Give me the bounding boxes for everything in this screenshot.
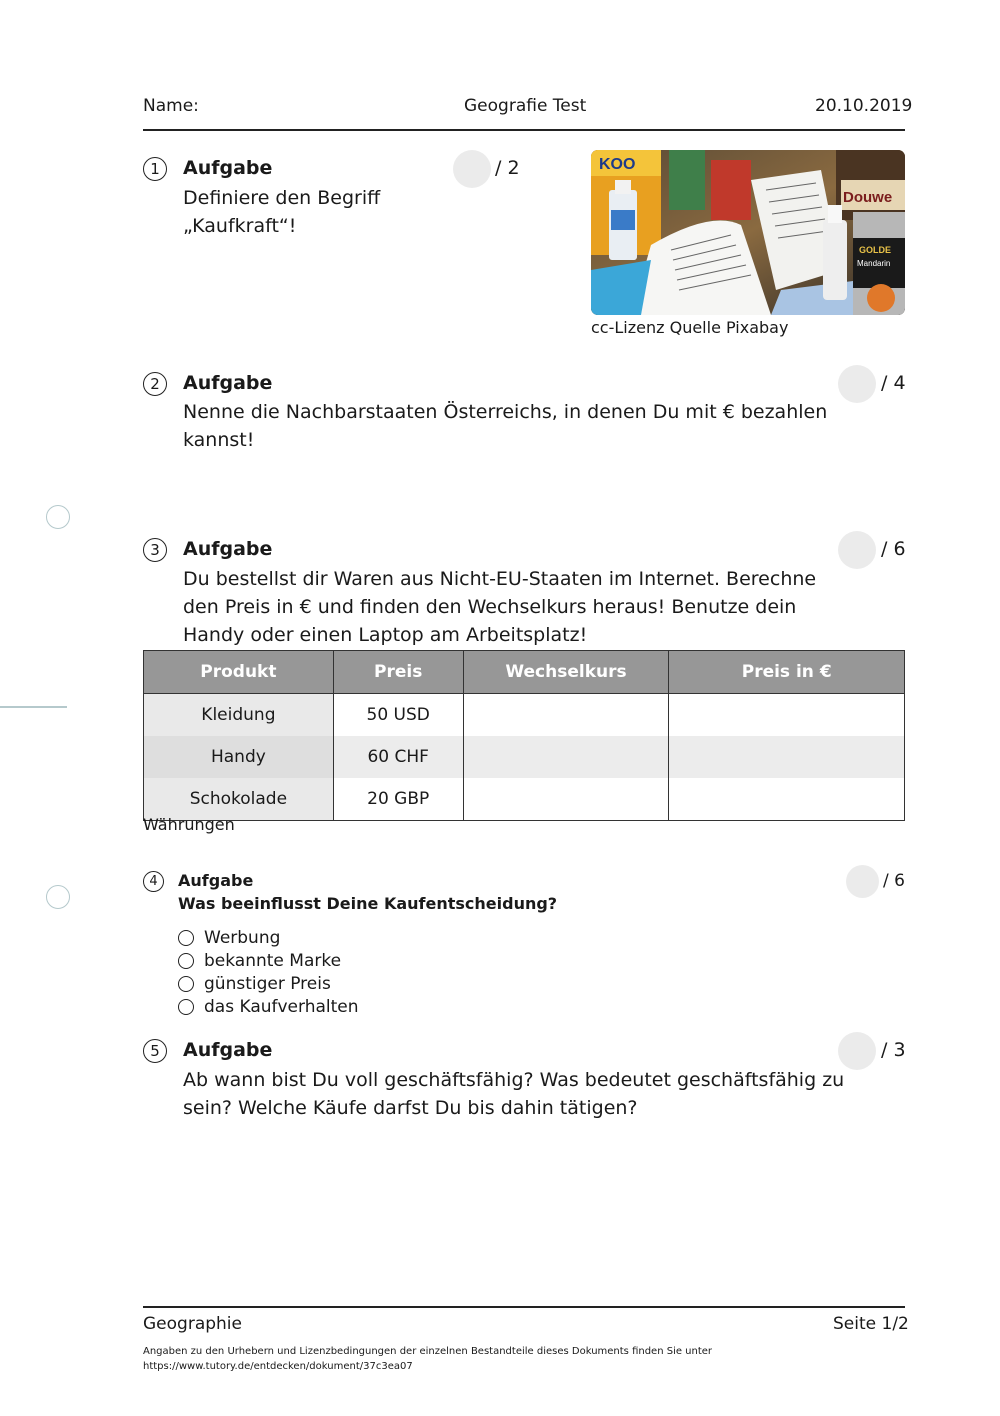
- task-text: Du bestellst dir Waren aus Nicht-EU-Staaten im Internet. Berechne den Preis in € und finden den Wechselkurs heraus! Benutze dein Handy oder einen Laptop am Arbeitsplatz!: [183, 568, 817, 646]
- option-werbung[interactable]: [178, 926, 280, 949]
- column-header: Preis: [333, 651, 463, 694]
- receipt-illustration: [591, 150, 905, 315]
- max-points: / 3: [881, 1039, 906, 1061]
- max-points: / 2: [495, 157, 520, 179]
- fold-mark: [0, 706, 67, 708]
- product-cell: Kleidung: [144, 694, 334, 737]
- task-title: Aufgabe: [183, 372, 273, 394]
- option-label: bekannte Marke: [204, 950, 342, 971]
- task-title: Aufgabe: [178, 871, 254, 890]
- table-caption: Währungen: [143, 815, 235, 834]
- footer-rule: [143, 1306, 905, 1308]
- score-field[interactable]: [846, 865, 879, 898]
- price-eur-cell[interactable]: [669, 694, 905, 737]
- column-header: Wechselkurs: [463, 651, 669, 694]
- option-bekannte-marke[interactable]: [178, 949, 341, 972]
- column-header: Produkt: [144, 651, 334, 694]
- task-question: Was beeinflusst Deine Kaufentscheidung?: [178, 894, 558, 913]
- price-eur-cell[interactable]: [669, 778, 905, 821]
- exchange-rate-cell[interactable]: [463, 736, 669, 778]
- max-points: / 6: [881, 538, 906, 560]
- product-cell: Handy: [144, 736, 334, 778]
- score-field[interactable]: [838, 1032, 876, 1070]
- task-text: Ab wann bist Du voll geschäftsfähig? Was bedeutet geschäftsfähig zu sein? Welche Käufe darfst Du bis dahin tätigen?: [183, 1069, 845, 1119]
- task-text: Definiere den Begriff „Kaufkraft“!: [183, 187, 381, 237]
- tin-label: GOLDE: [859, 245, 892, 255]
- price-cell: 50 USD: [333, 694, 463, 737]
- image-caption: cc-Lizenz Quelle Pixabay: [591, 318, 789, 337]
- radio-circle-icon[interactable]: [178, 953, 194, 969]
- task-number: 1: [143, 157, 167, 181]
- radio-circle-icon[interactable]: [178, 976, 194, 992]
- task-text: Nenne die Nachbarstaaten Österreichs, in denen Du mit € bezahlen kannst!: [183, 401, 828, 451]
- license-note: Angaben zu den Urhebern und Lizenzbedingungen der einzelnen Bestandteile dieses Dokuments finden Sie unter https://www.tutory.de/entdecken/dokument/37c3ea07: [143, 1344, 843, 1374]
- punch-hole-mark: [46, 505, 70, 529]
- price-cell: 60 CHF: [333, 736, 463, 778]
- task-number: 3: [143, 538, 167, 562]
- task-number: 5: [143, 1039, 167, 1063]
- exchange-rate-table: [143, 650, 905, 821]
- task-title: Aufgabe: [183, 157, 273, 179]
- jar-label: Douwe: [843, 189, 893, 206]
- option-kaufverhalten[interactable]: [178, 995, 359, 1018]
- product-cell: Schokolade: [144, 778, 334, 821]
- exchange-rate-cell[interactable]: [463, 694, 669, 737]
- option-label: günstiger Preis: [204, 973, 331, 994]
- name-label: Name:: [143, 96, 199, 116]
- score-field[interactable]: [838, 531, 876, 569]
- task-title: Aufgabe: [183, 1039, 273, 1061]
- table-row: [144, 736, 905, 778]
- price-cell: 20 GBP: [333, 778, 463, 821]
- can-label: KOO: [599, 156, 636, 173]
- option-guenstiger-preis[interactable]: [178, 972, 331, 995]
- max-points: / 6: [883, 871, 905, 891]
- column-header: Preis in €: [669, 651, 905, 694]
- max-points: / 4: [881, 372, 906, 394]
- document-date: 20.10.2019: [815, 96, 913, 116]
- task-number: 2: [143, 372, 167, 396]
- option-label: das Kaufverhalten: [204, 996, 359, 1017]
- radio-circle-icon[interactable]: [178, 999, 194, 1015]
- punch-hole-mark: [46, 885, 70, 909]
- license-link[interactable]: https://www.tutory.de/entdecken/dokument/37c3ea07: [143, 1361, 413, 1372]
- table-row: [144, 778, 905, 821]
- page-number: Seite 1/2: [833, 1314, 909, 1334]
- header-rule: [143, 129, 905, 131]
- score-field[interactable]: [453, 150, 491, 188]
- price-eur-cell[interactable]: [669, 736, 905, 778]
- table-row: [144, 694, 905, 737]
- exchange-rate-cell[interactable]: [463, 778, 669, 821]
- task-number: 4: [143, 871, 164, 892]
- document-title: Geografie Test: [464, 96, 587, 116]
- score-field[interactable]: [838, 365, 876, 403]
- receipt-photo: [591, 150, 905, 315]
- footer-subject: Geographie: [143, 1314, 242, 1334]
- radio-circle-icon[interactable]: [178, 930, 194, 946]
- task-title: Aufgabe: [183, 538, 273, 560]
- tin-label: Mandarin: [857, 259, 891, 268]
- option-label: Werbung: [204, 927, 281, 948]
